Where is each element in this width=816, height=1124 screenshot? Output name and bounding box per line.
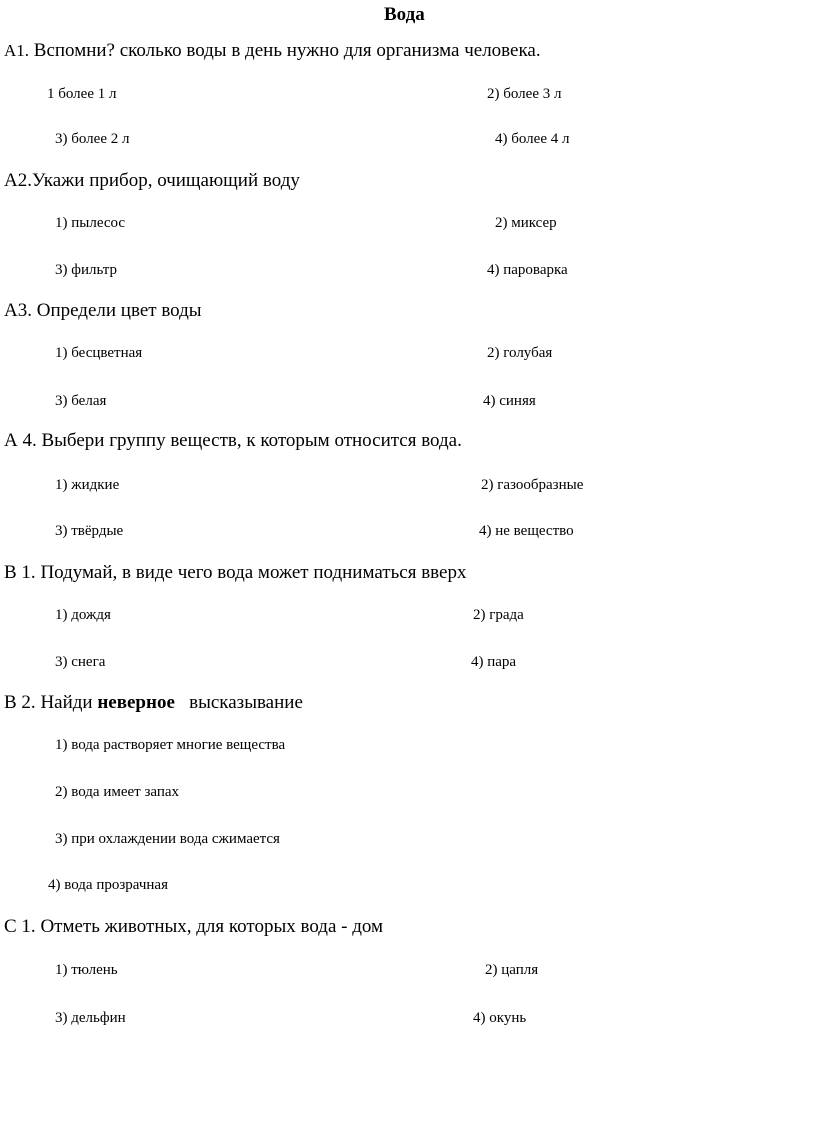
answer-option[interactable]: 3) более 2 л [55, 131, 130, 147]
answer-option[interactable]: 2) более 3 л [487, 86, 562, 102]
answer-option[interactable]: 2) града [473, 607, 524, 623]
answer-option[interactable]: 1) пылесос [55, 215, 126, 231]
answer-option[interactable]: 4) синяя [483, 393, 536, 409]
answer-option[interactable]: 2) цапля [485, 962, 539, 978]
answer-option[interactable]: 3) белая [55, 393, 107, 409]
question-label: А 4. [4, 430, 37, 451]
answer-option[interactable]: 2) голубая [487, 345, 553, 361]
answer-option[interactable]: 4) окунь [473, 1010, 527, 1026]
answer-option[interactable]: 2) вода имеет запах [55, 784, 180, 800]
answer-option[interactable]: 3) фильтр [55, 262, 117, 278]
question-label: В 2. [4, 692, 36, 713]
answer-option[interactable]: 1 более 1 л [47, 86, 117, 102]
question-b2 [4, 692, 303, 714]
question-label: В 1. [4, 562, 36, 583]
answer-option[interactable]: 4) более 4 л [495, 131, 570, 147]
answer-option[interactable]: 3) снега [55, 654, 106, 670]
answer-option[interactable]: 1) дождя [55, 607, 111, 623]
answer-option[interactable]: 2) миксер [495, 215, 557, 231]
question-text: Вспомни? сколько воды в день нужно для организма человека. [33, 40, 541, 61]
question-text: Укажи прибор, очищающий воду [31, 170, 300, 191]
answer-option[interactable]: 1) жидкие [55, 477, 120, 493]
question-c1 [4, 916, 383, 938]
answer-option[interactable]: 1) тюлень [55, 962, 118, 978]
answer-option[interactable]: 4) не вещество [479, 523, 574, 539]
answer-option[interactable]: 1) бесцветная [55, 345, 143, 361]
answer-option[interactable]: 3) при охлаждении вода сжимается [55, 831, 280, 847]
question-text-after: высказывание [174, 692, 303, 713]
question-text: Определи цвет воды [36, 300, 202, 321]
question-text: Подумай, в виде чего вода может подниматься вверх [40, 562, 467, 583]
answer-option[interactable]: 1) вода растворяет многие вещества [55, 737, 286, 753]
answer-option[interactable]: 2) газообразные [481, 477, 584, 493]
question-a4 [4, 430, 462, 452]
answer-option[interactable]: 4) пароварка [487, 262, 568, 278]
emphasis-word: неверное [97, 692, 175, 713]
question-label: А1. [4, 41, 30, 60]
page-title: Вода [384, 4, 425, 25]
question-label: С 1. [4, 916, 36, 937]
question-a3 [4, 300, 202, 322]
answer-option[interactable]: 4) вода прозрачная [48, 877, 168, 893]
question-b1 [4, 562, 466, 584]
question-label: А2. [4, 170, 32, 191]
question-label: А3. [4, 300, 32, 321]
question-a2 [4, 170, 300, 192]
answer-option[interactable]: 4) пара [471, 654, 517, 670]
question-a1 [4, 40, 541, 62]
question-text: Отметь животных, для которых вода - дом [40, 916, 384, 937]
answer-option[interactable]: 3) дельфин [55, 1010, 126, 1026]
question-text: Выбери группу веществ, к которым относится вода. [41, 430, 462, 451]
question-text: Найди [40, 692, 98, 713]
answer-option[interactable]: 3) твёрдые [55, 523, 124, 539]
